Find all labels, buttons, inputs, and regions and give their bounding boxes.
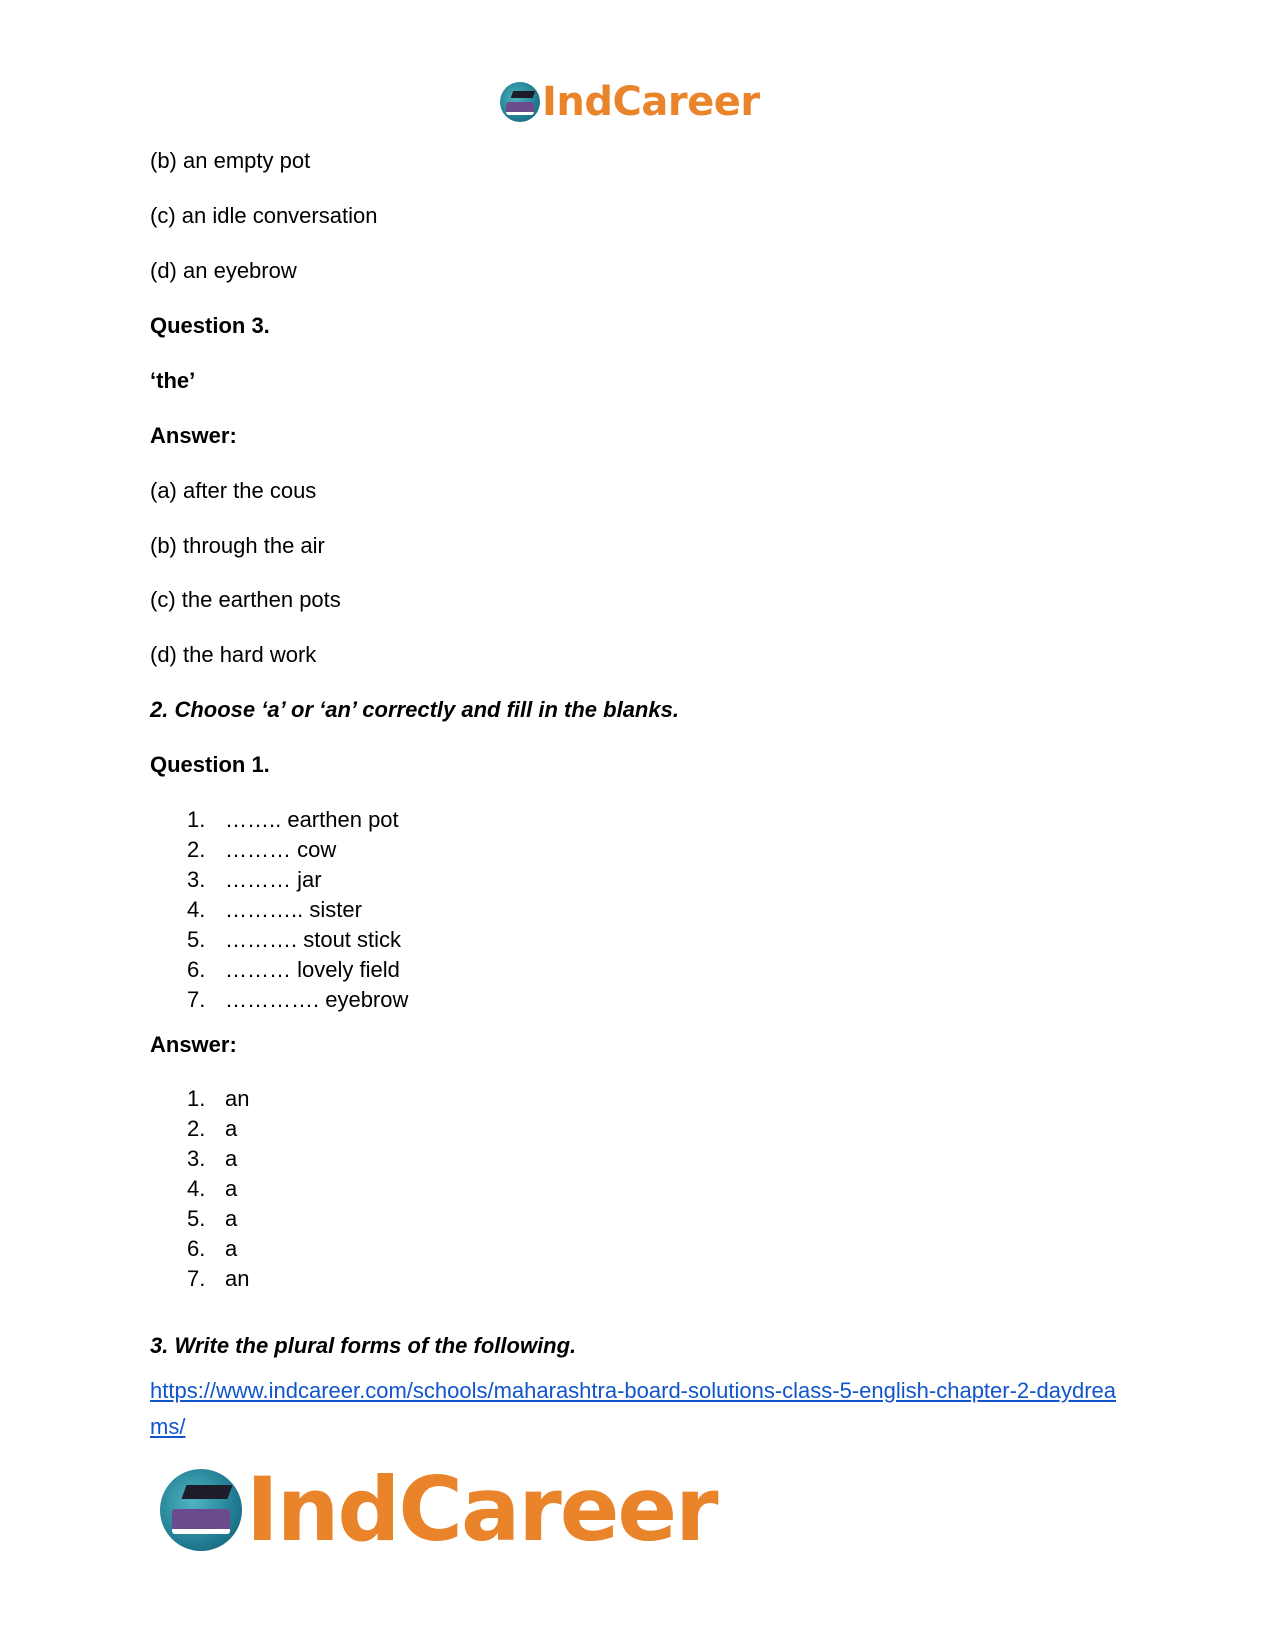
graduation-book-icon [160,1469,242,1551]
list-item: 5. a [187,1206,238,1231]
answer-c: (c) the earthen pots [150,587,341,612]
answer-d: (d) the hard work [150,642,317,667]
list-item: 4. a [187,1176,238,1201]
option-c: (c) an idle conversation [150,203,378,228]
answer-label: Answer: [150,423,237,448]
list-item: 6. ……… lovely field [187,957,400,982]
option-d: (d) an eyebrow [150,258,297,283]
question-3-word: ‘the’ [150,368,196,393]
answer-a: (a) after the cous [150,478,317,503]
list-item: 1. …….. earthen pot [187,807,399,832]
option-b: (b) an empty pot [150,148,311,173]
header-logo [500,80,760,124]
section-2-heading: 2. Choose ‘a’ or ‘an’ correctly and fill in the blanks. [150,697,679,722]
list-item: 4. ……….. sister [187,897,362,922]
fill-blanks-list [150,805,408,1015]
section-2-question-heading: Question 1. [150,752,270,777]
logo-text: IndCareer [542,79,760,125]
section-2-answer-label: Answer: [150,1032,237,1057]
list-item: 2. ……… cow [187,837,337,862]
logo-text: IndCareer [246,1458,717,1561]
footer-logo [160,1458,717,1561]
list-item: 5. ………. stout stick [187,927,402,952]
answers-list [150,1084,249,1294]
list-item: 7. an [187,1266,250,1291]
list-item: 1. an [187,1086,250,1111]
list-item: 3. ……… jar [187,867,322,892]
list-item: 6. a [187,1236,238,1261]
question-3-heading: Question 3. [150,313,270,338]
list-item: 3. a [187,1146,238,1171]
source-link[interactable]: https://www.indcareer.com/schools/maharashtra-board-solutions-class-5-english-chapter-2-daydreams/ [150,1378,1116,1439]
answer-b: (b) through the air [150,533,325,558]
list-item: 2. a [187,1116,238,1141]
section-3-heading: 3. Write the plural forms of the following. [150,1333,577,1358]
list-item: 7. …………. eyebrow [187,987,409,1012]
graduation-book-icon [500,82,540,122]
